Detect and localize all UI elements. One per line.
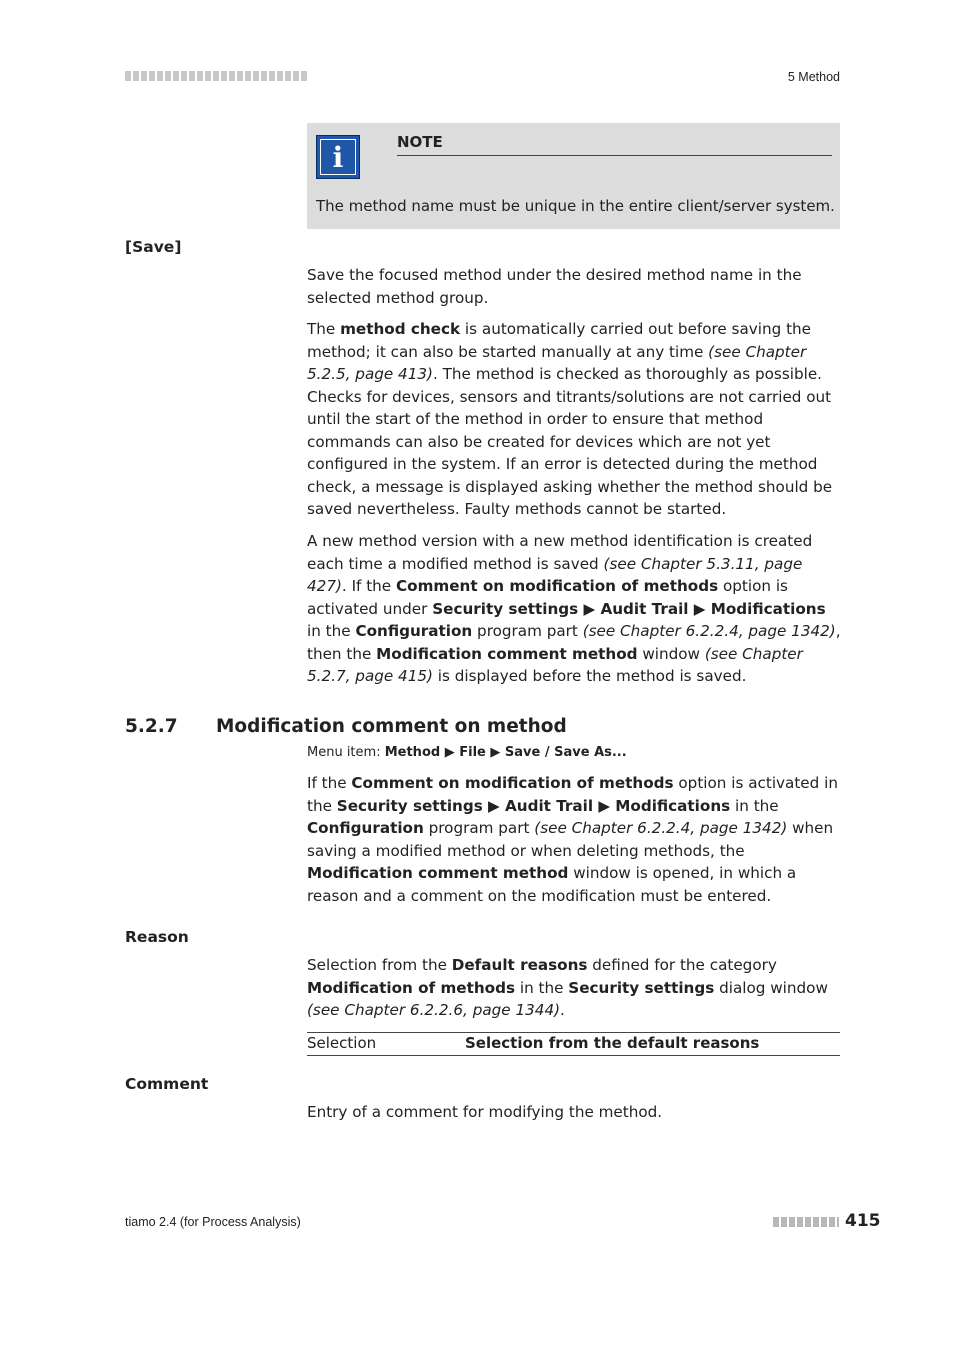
reason-text — [307, 954, 842, 1022]
text-run: Default reasons — [451, 956, 588, 974]
footer-product: tiamo 2.4 (for Process Analysis) — [125, 1215, 301, 1229]
text-run: . The method is checked as thoroughly as possible. Checks for devices, sensors and titrants/solutions are not carried out until the start of the method in order to ensure that method commands can also be created for devices which are not yet configured in the system. If an error is detected during the method check, a message is displayed asking whether the method should be saved nevertheless. Faulty methods cannot be started. — [307, 365, 833, 518]
note-title: NOTE — [397, 133, 443, 151]
text-run: Configuration — [355, 622, 473, 640]
text-run: program part — [472, 622, 583, 640]
menu-item-prefix: Menu item: — [307, 745, 385, 760]
text-run: . If the — [341, 577, 396, 595]
save-version-paragraph — [307, 530, 842, 688]
save-label: [Save] — [125, 238, 182, 256]
text-run: Modification comment method — [376, 644, 638, 663]
section-heading — [125, 716, 567, 737]
menu-path: Method ▶ File ▶ Save / Save As... — [384, 745, 627, 760]
text-run: (see Chapter 5.2.7, page 415) — [307, 644, 803, 685]
text-run: , then the — [307, 622, 841, 663]
note-divider — [397, 155, 832, 156]
text-run: program part — [423, 819, 535, 837]
text-run: is displayed before the method is saved. — [432, 667, 747, 685]
selection-value: Selection from the default reasons — [465, 1034, 760, 1052]
reason-label: Reason — [125, 928, 189, 946]
comment-label: Comment — [125, 1075, 209, 1093]
save-method-check-paragraph — [307, 318, 842, 521]
text-run: Selection from the — [307, 956, 452, 974]
text-run: option is activated in the — [307, 774, 838, 815]
text-run: defined for the category — [587, 956, 777, 974]
text-run: Modification comment method — [307, 864, 569, 882]
text-run: in the — [730, 796, 779, 815]
text-run: in the — [307, 622, 356, 640]
text-run: Security settings — [568, 978, 715, 997]
header-decoration — [125, 71, 307, 81]
running-header-chapter: 5 Method — [787, 70, 840, 84]
text-run: window is opened, in which a reason and a comment on the modification must be entered. — [307, 864, 797, 905]
text-run: option is activated under — [307, 577, 788, 618]
text-run: (see Chapter 5.2.5, page 413) — [307, 342, 807, 383]
section-number: 5.2.7 — [125, 716, 178, 737]
text-run: (see Chapter 6.2.2.6, page 1344) — [307, 1001, 561, 1019]
section-intro — [307, 772, 842, 907]
text-run: Comment on modification of methods — [351, 774, 674, 792]
text-run: Comment on modification of methods — [395, 577, 719, 595]
text-run: (see Chapter 6.2.2.4, page 1342) — [582, 622, 836, 640]
text-run: is automatically carried out before saving the method; it can also be started manually at any time — [307, 320, 812, 361]
comment-description — [307, 1101, 842, 1124]
text-run: (see Chapter 5.3.11, page 427) — [307, 554, 803, 595]
text-run: Modification of methods — [307, 978, 516, 997]
section-title: Modification comment on method — [216, 716, 567, 737]
text-run: (see Chapter 6.2.2.4, page 1342) — [534, 819, 788, 837]
text-run: window — [637, 644, 705, 663]
text-run: Configuration — [307, 819, 424, 837]
footer-decoration — [773, 1217, 839, 1227]
info-icon: i — [316, 135, 360, 179]
save-paragraph-1: Save the focused method under the desired method name in the selected method group. — [307, 266, 802, 307]
page-number: 415 — [845, 1211, 881, 1231]
comment-text: Entry of a comment for modifying the method. — [307, 1103, 663, 1121]
text-run: method check — [340, 320, 461, 338]
save-paragraph-3 — [307, 530, 842, 688]
text-run: The — [307, 320, 341, 338]
menu-item-path — [307, 745, 627, 760]
selection-table — [307, 1032, 840, 1056]
section-intro-text — [307, 772, 842, 907]
text-run: Security settings ▶ Audit Trail ▶ Modifications — [432, 599, 826, 618]
selection-key: Selection — [307, 1034, 377, 1052]
note-text: The method name must be unique in the entire client/server system. — [316, 197, 835, 215]
text-run: Security settings ▶ Audit Trail ▶ Modifications — [336, 796, 731, 815]
save-paragraph-2 — [307, 318, 842, 521]
text-run: when saving a modified method or when deleting methods, the — [307, 819, 834, 860]
text-run: in the — [515, 978, 569, 997]
text-run: . — [560, 1001, 565, 1019]
note-box — [307, 123, 840, 229]
text-run: A new method version with a new method identification is created each time a modified method is saved — [307, 532, 813, 573]
reason-description — [307, 954, 842, 1022]
save-description — [307, 264, 842, 309]
text-run: dialog window — [714, 978, 828, 997]
text-run: If the — [307, 774, 352, 792]
